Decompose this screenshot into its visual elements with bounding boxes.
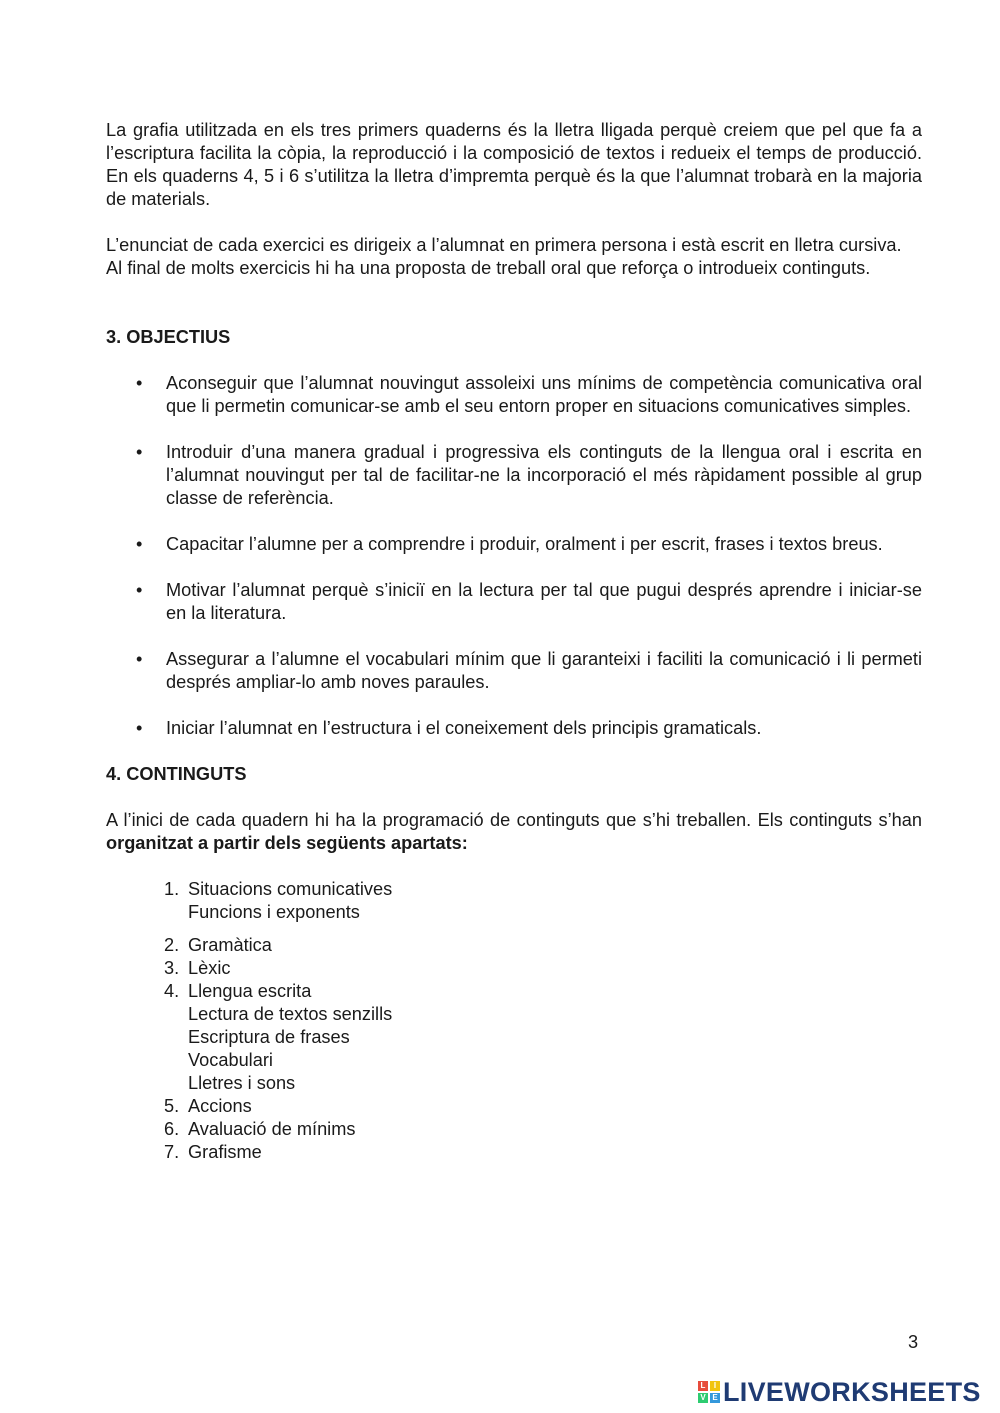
section-heading-continguts: 4. CONTINGUTS (106, 764, 247, 784)
list-item (106, 648, 922, 694)
list-label: Avaluació de mínims (188, 1119, 356, 1139)
list-item (106, 717, 922, 740)
objective-text: Aconseguir que l’alumnat nouvingut assoleixi uns mínims de competència comunicativa oral que li permetin comunicar-se amb el seu entorn proper en situacions comunicatives simples. (166, 373, 922, 416)
continguts-intro-bold: organitzat a partir dels següents apartats: (106, 833, 468, 853)
list-item (164, 957, 922, 980)
list-label: Situacions comunicatives (188, 879, 393, 899)
list-item (164, 878, 922, 924)
intro-paragraph-3: Al final de molts exercicis hi ha una proposta de treball oral que reforça o introdueix continguts. (106, 258, 871, 278)
bullet-icon: • (136, 442, 143, 462)
list-number: 4. (164, 981, 180, 1001)
section-heading-objectius: 3. OBJECTIUS (106, 327, 231, 347)
list-number: 5. (164, 1096, 180, 1116)
list-item (106, 579, 922, 625)
list-number: 1. (164, 879, 180, 899)
list-label: Grafisme (188, 1142, 262, 1162)
objective-text: Assegurar a l’alumne el vocabulari mínim que li garanteixi i faciliti la comunicació i li permeti després ampliar-lo amb noves paraules. (166, 649, 922, 692)
continguts-intro-text: A l’inici de cada quadern hi ha la programació de continguts que s’hi treballen. Els continguts s’han (106, 810, 922, 830)
list-label: Gramàtica (188, 935, 272, 955)
bullet-icon: • (136, 718, 143, 738)
logo-square: I (710, 1381, 720, 1391)
objective-text: Introduir d’una manera gradual i progressiva els continguts de la llengua oral i escrita en l’alumnat nouvingut per tal de facilitar-ne la incorporació el més ràpidament possible al grup classe de referència. (166, 442, 922, 508)
list-item (106, 372, 922, 418)
list-subitem: Lletres i sons (188, 1073, 296, 1093)
list-label: Lèxic (188, 958, 231, 978)
list-item (106, 533, 922, 556)
bullet-icon: • (136, 534, 143, 554)
list-subitem: Lectura de textos senzills (188, 1004, 393, 1024)
brand-text: LIVEWORKSHEETS (723, 1377, 981, 1407)
list-number: 7. (164, 1142, 180, 1162)
list-item (164, 934, 922, 957)
list-number: 3. (164, 958, 180, 978)
continguts-list (106, 878, 922, 1164)
list-subitem: Escriptura de frases (188, 1027, 350, 1047)
list-subitem: Vocabulari (188, 1050, 273, 1070)
bullet-icon: • (136, 373, 143, 393)
intro-paragraph-1: La grafia utilitzada en els tres primers quaderns és la lletra lligada perquè creiem que pel que fa a l’escriptura facilita la còpia, la reproducció i la composició de textos i redueix el temps de producció. En els quaderns 4, 5 i 6 s’utilitza la lletra d’impremta perquè és la que l’alumnat trobarà en la majoria de materials. (106, 120, 922, 209)
intro-paragraph-2: L’enunciat de cada exercici es dirigeix a l’alumnat en primera persona i està escrit en lletra cursiva. (106, 235, 902, 255)
list-item (164, 1118, 922, 1141)
objective-text: Iniciar l’alumnat en l’estructura i el coneixement dels principis gramaticals. (166, 718, 762, 738)
objectius-list (106, 372, 922, 740)
logo-square: L (698, 1381, 708, 1391)
list-item (106, 441, 922, 510)
list-label: Llengua escrita (188, 981, 312, 1001)
list-item (164, 1095, 922, 1118)
logo-square: V (698, 1393, 708, 1403)
list-item (164, 1141, 922, 1164)
list-item (164, 980, 922, 1095)
liveworksheets-logo-icon (698, 1381, 720, 1403)
list-subitem: Funcions i exponents (188, 902, 360, 922)
logo-square: E (710, 1393, 720, 1403)
objective-text: Motivar l’alumnat perquè s’iniciï en la lectura per tal que pugui després aprendre i iniciar-se en la literatura. (166, 580, 922, 623)
list-number: 6. (164, 1119, 180, 1139)
document-page (106, 119, 922, 1164)
page-number: 3 (908, 1332, 919, 1352)
liveworksheets-brand (698, 1377, 981, 1407)
bullet-icon: • (136, 649, 143, 669)
list-number: 2. (164, 935, 180, 955)
continguts-intro (106, 809, 922, 855)
objective-text: Capacitar l’alumne per a comprendre i produir, oralment i per escrit, frases i textos breus. (166, 534, 883, 554)
bullet-icon: • (136, 580, 143, 600)
list-label: Accions (188, 1096, 252, 1116)
